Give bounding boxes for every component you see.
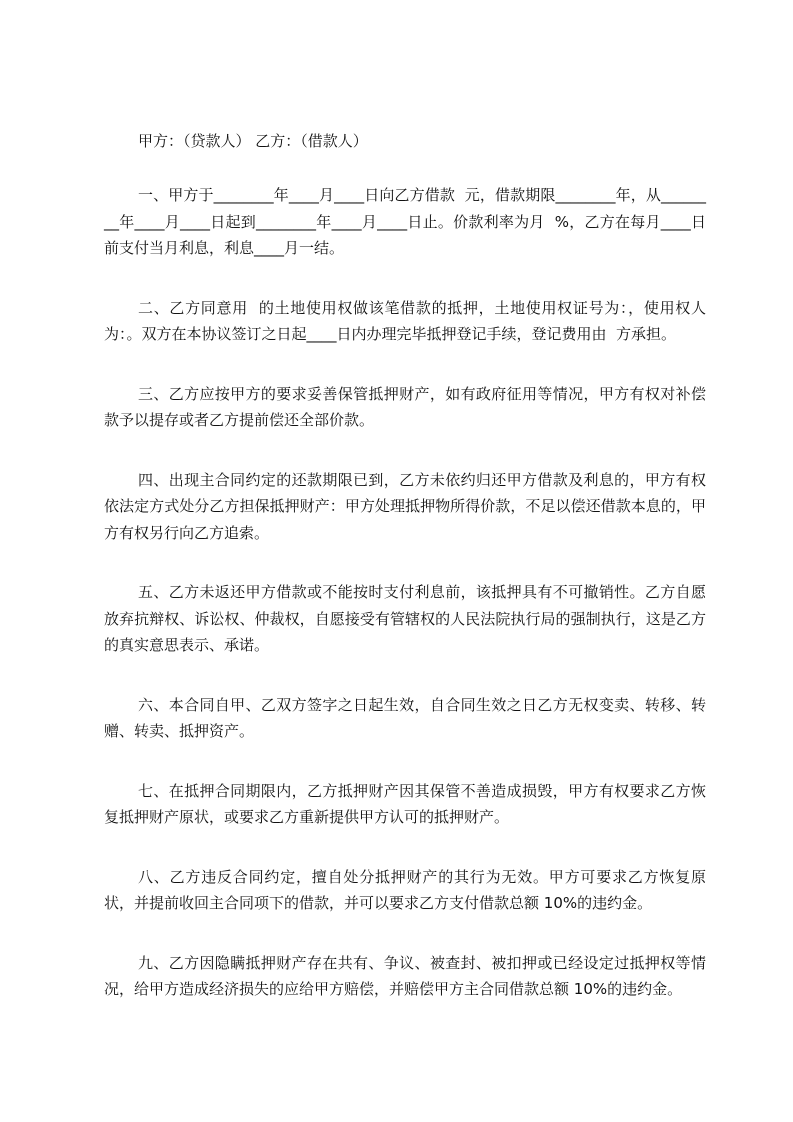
clause-4: 四、出现主合同约定的还款期限已到，乙方未依约归还甲方借款及利息的，甲方有权依法定方式处分乙方担保抵押财产：甲方处理抵押物所得价款，不足以偿还借款本息的，甲方有权另行向乙方追索。: [104, 470, 706, 542]
clause-2: 二、乙方同意用 的土地使用权做该笔借款的抵押，土地使用权证号为：，使用权人为：。双方在本协议签订之日起____日内办理完毕抵押登记手续，登记费用由 方承担。: [104, 298, 706, 343]
clause-6: 六、本合同自甲、乙双方签字之日起生效，自合同生效之日乙方无权变卖、转移、转赠、转卖、抵押资产。: [104, 695, 706, 740]
clause-3: 三、乙方应按甲方的要求妥善保管抵押财产，如有政府征用等情况，甲方有权对补偿款予以提存或者乙方提前偿还全部价款。: [104, 384, 706, 429]
clause-5: 五、乙方未返还甲方借款或不能按时支付利息前，该抵押具有不可撤销性。乙方自愿放弃抗辩权、诉讼权、仲裁权，自愿接受有管辖权的人民法院执行局的强制执行，这是乙方的真实意思表示、承诺。: [104, 583, 706, 654]
clause-9: 九、乙方因隐瞒抵押财产存在共有、争议、被查封、被扣押或已经设定过抵押权等情况，给甲方造成经济损失的应给甲方赔偿，并赔偿甲方主合同借款总额 10%的违约金。: [104, 953, 706, 998]
document-body: [104, 129, 706, 1003]
clause-7: 七、在抵押合同期限内，乙方抵押财产因其保管不善造成损毁，甲方有权要求乙方恢复抵押财产原状，或要求乙方重新提供甲方认可的抵押财产。: [104, 781, 706, 826]
clause-8: 八、乙方违反合同约定，擅自处分抵押财产的其行为无效。甲方可要求乙方恢复原状，并提前收回主合同项下的借款，并可以要求乙方支付借款总额 10%的违约金。: [104, 867, 706, 912]
clause-1: 一、甲方于________年____月____日向乙方借款 元，借款期限________年，从________年____月____日起到________年____月____日止。价款利率为月 %，乙方在每月____日前支付当月利息，利息____月一结。: [104, 186, 706, 257]
parties-line: 甲方：（贷款人） 乙方：（借款人）: [138, 132, 368, 150]
